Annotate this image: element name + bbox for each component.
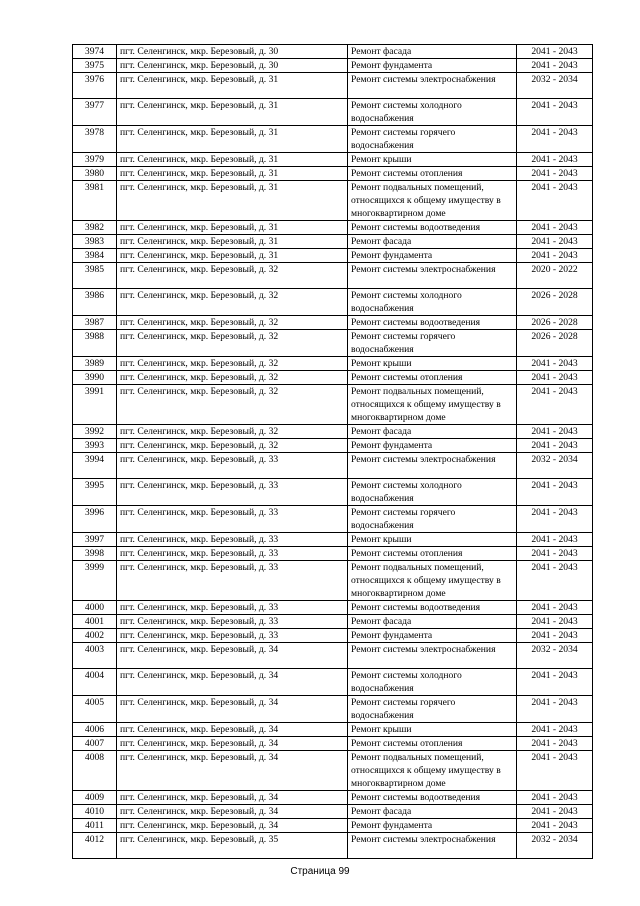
work-type-cell: Ремонт системы отопления — [348, 547, 517, 561]
period-cell: 2026 - 2028 — [517, 316, 593, 330]
table-row — [73, 316, 593, 330]
row-number-cell: 3980 — [73, 167, 117, 181]
row-number-cell: 3987 — [73, 316, 117, 330]
row-number-cell: 3994 — [73, 453, 117, 479]
period-cell: 2020 - 2022 — [517, 263, 593, 289]
table-row — [73, 643, 593, 669]
address-cell: пгт. Селенгинск, мкр. Березовый, д. 30 — [117, 45, 348, 59]
work-type-cell: Ремонт фундамента — [348, 59, 517, 73]
work-type-cell: Ремонт системы горячего водоснабжения — [348, 126, 517, 153]
address-cell: пгт. Селенгинск, мкр. Березовый, д. 31 — [117, 153, 348, 167]
period-cell: 2041 - 2043 — [517, 235, 593, 249]
table-row — [73, 791, 593, 805]
address-cell: пгт. Селенгинск, мкр. Березовый, д. 32 — [117, 330, 348, 357]
row-number-cell: 3983 — [73, 235, 117, 249]
table-row — [73, 181, 593, 221]
table-row — [73, 533, 593, 547]
table-row — [73, 439, 593, 453]
row-number-cell: 3999 — [73, 561, 117, 601]
address-cell: пгт. Селенгинск, мкр. Березовый, д. 33 — [117, 453, 348, 479]
table-row — [73, 263, 593, 289]
work-type-cell: Ремонт крыши — [348, 357, 517, 371]
row-number-cell: 4001 — [73, 615, 117, 629]
row-number-cell: 3982 — [73, 221, 117, 235]
work-type-cell: Ремонт фасада — [348, 425, 517, 439]
work-type-cell: Ремонт подвальных помещений, относящихся к общему имуществу в многоквартирном доме — [348, 385, 517, 425]
work-type-cell: Ремонт системы водоотведения — [348, 316, 517, 330]
work-type-cell: Ремонт системы отопления — [348, 737, 517, 751]
address-cell: пгт. Селенгинск, мкр. Березовый, д. 34 — [117, 723, 348, 737]
address-cell: пгт. Селенгинск, мкр. Березовый, д. 31 — [117, 126, 348, 153]
address-cell: пгт. Селенгинск, мкр. Березовый, д. 32 — [117, 425, 348, 439]
table-row — [73, 737, 593, 751]
work-type-cell: Ремонт фундамента — [348, 439, 517, 453]
work-type-cell: Ремонт системы холодного водоснабжения — [348, 99, 517, 126]
table-row — [73, 819, 593, 833]
row-number-cell: 3989 — [73, 357, 117, 371]
address-cell: пгт. Селенгинск, мкр. Березовый, д. 31 — [117, 235, 348, 249]
period-cell: 2041 - 2043 — [517, 669, 593, 696]
period-cell: 2041 - 2043 — [517, 615, 593, 629]
work-type-cell: Ремонт крыши — [348, 533, 517, 547]
table-row — [73, 45, 593, 59]
row-number-cell: 3977 — [73, 99, 117, 126]
address-cell: пгт. Селенгинск, мкр. Березовый, д. 31 — [117, 249, 348, 263]
row-number-cell: 3997 — [73, 533, 117, 547]
table-row — [73, 235, 593, 249]
table-row — [73, 479, 593, 506]
row-number-cell: 3985 — [73, 263, 117, 289]
table-row — [73, 615, 593, 629]
work-type-cell: Ремонт фасада — [348, 235, 517, 249]
row-number-cell: 4003 — [73, 643, 117, 669]
work-type-cell: Ремонт системы электроснабжения — [348, 833, 517, 859]
table-row — [73, 289, 593, 316]
row-number-cell: 3990 — [73, 371, 117, 385]
work-type-cell: Ремонт системы водоотведения — [348, 601, 517, 615]
period-cell: 2041 - 2043 — [517, 751, 593, 791]
period-cell: 2041 - 2043 — [517, 167, 593, 181]
address-cell: пгт. Селенгинск, мкр. Березовый, д. 33 — [117, 547, 348, 561]
work-type-cell: Ремонт фасада — [348, 615, 517, 629]
address-cell: пгт. Селенгинск, мкр. Березовый, д. 33 — [117, 506, 348, 533]
row-number-cell: 3984 — [73, 249, 117, 263]
row-number-cell: 4007 — [73, 737, 117, 751]
address-cell: пгт. Селенгинск, мкр. Березовый, д. 31 — [117, 167, 348, 181]
table-row — [73, 696, 593, 723]
table-body — [73, 45, 593, 859]
address-cell: пгт. Селенгинск, мкр. Березовый, д. 33 — [117, 615, 348, 629]
row-number-cell: 4011 — [73, 819, 117, 833]
row-number-cell: 4005 — [73, 696, 117, 723]
table-row — [73, 805, 593, 819]
work-type-cell: Ремонт системы электроснабжения — [348, 643, 517, 669]
work-type-cell: Ремонт системы горячего водоснабжения — [348, 506, 517, 533]
period-cell: 2041 - 2043 — [517, 153, 593, 167]
table-row — [73, 506, 593, 533]
period-cell: 2032 - 2034 — [517, 453, 593, 479]
period-cell: 2041 - 2043 — [517, 357, 593, 371]
table-row — [73, 357, 593, 371]
work-type-cell: Ремонт фундамента — [348, 629, 517, 643]
work-type-cell: Ремонт фундамента — [348, 249, 517, 263]
work-type-cell: Ремонт системы отопления — [348, 371, 517, 385]
table-row — [73, 153, 593, 167]
address-cell: пгт. Селенгинск, мкр. Березовый, д. 32 — [117, 357, 348, 371]
period-cell: 2041 - 2043 — [517, 506, 593, 533]
address-cell: пгт. Селенгинск, мкр. Березовый, д. 34 — [117, 696, 348, 723]
address-cell: пгт. Селенгинск, мкр. Березовый, д. 33 — [117, 561, 348, 601]
period-cell: 2041 - 2043 — [517, 533, 593, 547]
row-number-cell: 4000 — [73, 601, 117, 615]
row-number-cell: 4009 — [73, 791, 117, 805]
row-number-cell: 3996 — [73, 506, 117, 533]
address-cell: пгт. Селенгинск, мкр. Березовый, д. 32 — [117, 289, 348, 316]
work-type-cell: Ремонт системы холодного водоснабжения — [348, 669, 517, 696]
period-cell: 2041 - 2043 — [517, 249, 593, 263]
row-number-cell: 4002 — [73, 629, 117, 643]
row-number-cell: 3978 — [73, 126, 117, 153]
work-type-cell: Ремонт системы водоотведения — [348, 221, 517, 235]
period-cell: 2041 - 2043 — [517, 819, 593, 833]
address-cell: пгт. Селенгинск, мкр. Березовый, д. 32 — [117, 263, 348, 289]
table-row — [73, 561, 593, 601]
table-row — [73, 751, 593, 791]
period-cell: 2041 - 2043 — [517, 561, 593, 601]
address-cell: пгт. Селенгинск, мкр. Березовый, д. 33 — [117, 533, 348, 547]
address-cell: пгт. Селенгинск, мкр. Березовый, д. 32 — [117, 316, 348, 330]
address-cell: пгт. Селенгинск, мкр. Березовый, д. 32 — [117, 385, 348, 425]
row-number-cell: 4004 — [73, 669, 117, 696]
period-cell: 2041 - 2043 — [517, 601, 593, 615]
address-cell: пгт. Селенгинск, мкр. Березовый, д. 34 — [117, 751, 348, 791]
period-cell: 2041 - 2043 — [517, 479, 593, 506]
period-cell: 2041 - 2043 — [517, 439, 593, 453]
address-cell: пгт. Селенгинск, мкр. Березовый, д. 33 — [117, 479, 348, 506]
table-row — [73, 330, 593, 357]
period-cell: 2026 - 2028 — [517, 330, 593, 357]
table-row — [73, 629, 593, 643]
address-cell: пгт. Селенгинск, мкр. Березовый, д. 31 — [117, 99, 348, 126]
period-cell: 2041 - 2043 — [517, 805, 593, 819]
row-number-cell: 4012 — [73, 833, 117, 859]
document-sheet — [72, 44, 592, 859]
work-type-cell: Ремонт крыши — [348, 723, 517, 737]
table-row — [73, 669, 593, 696]
work-type-cell: Ремонт системы электроснабжения — [348, 263, 517, 289]
address-cell: пгт. Селенгинск, мкр. Березовый, д. 34 — [117, 819, 348, 833]
row-number-cell: 3998 — [73, 547, 117, 561]
work-type-cell: Ремонт крыши — [348, 153, 517, 167]
table-row — [73, 601, 593, 615]
work-type-cell: Ремонт системы отопления — [348, 167, 517, 181]
address-cell: пгт. Селенгинск, мкр. Березовый, д. 34 — [117, 737, 348, 751]
work-type-cell: Ремонт подвальных помещений, относящихся к общему имуществу в многоквартирном доме — [348, 751, 517, 791]
table-row — [73, 371, 593, 385]
work-type-cell: Ремонт системы электроснабжения — [348, 73, 517, 99]
row-number-cell: 3976 — [73, 73, 117, 99]
table-row — [73, 723, 593, 737]
row-number-cell: 4006 — [73, 723, 117, 737]
row-number-cell: 3992 — [73, 425, 117, 439]
work-type-cell: Ремонт системы горячего водоснабжения — [348, 696, 517, 723]
table-row — [73, 126, 593, 153]
row-number-cell: 3974 — [73, 45, 117, 59]
row-number-cell: 4008 — [73, 751, 117, 791]
address-cell: пгт. Селенгинск, мкр. Березовый, д. 34 — [117, 791, 348, 805]
work-type-cell: Ремонт системы горячего водоснабжения — [348, 330, 517, 357]
period-cell: 2041 - 2043 — [517, 629, 593, 643]
work-type-cell: Ремонт фасада — [348, 45, 517, 59]
table-row — [73, 59, 593, 73]
table-row — [73, 425, 593, 439]
period-cell: 2032 - 2034 — [517, 643, 593, 669]
address-cell: пгт. Селенгинск, мкр. Березовый, д. 33 — [117, 601, 348, 615]
period-cell: 2041 - 2043 — [517, 221, 593, 235]
address-cell: пгт. Селенгинск, мкр. Березовый, д. 30 — [117, 59, 348, 73]
period-cell: 2041 - 2043 — [517, 371, 593, 385]
work-type-cell: Ремонт системы холодного водоснабжения — [348, 289, 517, 316]
address-cell: пгт. Селенгинск, мкр. Березовый, д. 31 — [117, 181, 348, 221]
page-number: Страница 99 — [290, 866, 350, 877]
period-cell: 2041 - 2043 — [517, 696, 593, 723]
row-number-cell: 3986 — [73, 289, 117, 316]
table-row — [73, 385, 593, 425]
table-row — [73, 547, 593, 561]
period-cell: 2041 - 2043 — [517, 547, 593, 561]
period-cell: 2041 - 2043 — [517, 737, 593, 751]
table-row — [73, 221, 593, 235]
period-cell: 2041 - 2043 — [517, 385, 593, 425]
table-row — [73, 73, 593, 99]
period-cell: 2041 - 2043 — [517, 45, 593, 59]
row-number-cell: 4010 — [73, 805, 117, 819]
address-cell: пгт. Селенгинск, мкр. Березовый, д. 34 — [117, 669, 348, 696]
period-cell: 2041 - 2043 — [517, 791, 593, 805]
period-cell: 2026 - 2028 — [517, 289, 593, 316]
repair-schedule-table — [72, 44, 593, 859]
row-number-cell: 3993 — [73, 439, 117, 453]
row-number-cell: 3988 — [73, 330, 117, 357]
period-cell: 2041 - 2043 — [517, 59, 593, 73]
address-cell: пгт. Селенгинск, мкр. Березовый, д. 32 — [117, 371, 348, 385]
address-cell: пгт. Селенгинск, мкр. Березовый, д. 33 — [117, 629, 348, 643]
table-row — [73, 453, 593, 479]
table-row — [73, 249, 593, 263]
address-cell: пгт. Селенгинск, мкр. Березовый, д. 32 — [117, 439, 348, 453]
period-cell: 2041 - 2043 — [517, 425, 593, 439]
work-type-cell: Ремонт системы водоотведения — [348, 791, 517, 805]
period-cell: 2032 - 2034 — [517, 73, 593, 99]
table-row — [73, 167, 593, 181]
row-number-cell: 3991 — [73, 385, 117, 425]
work-type-cell: Ремонт подвальных помещений, относящихся к общему имуществу в многоквартирном доме — [348, 561, 517, 601]
work-type-cell: Ремонт системы холодного водоснабжения — [348, 479, 517, 506]
address-cell: пгт. Селенгинск, мкр. Березовый, д. 35 — [117, 833, 348, 859]
row-number-cell: 3979 — [73, 153, 117, 167]
row-number-cell: 3981 — [73, 181, 117, 221]
row-number-cell: 3995 — [73, 479, 117, 506]
address-cell: пгт. Селенгинск, мкр. Березовый, д. 31 — [117, 221, 348, 235]
address-cell: пгт. Селенгинск, мкр. Березовый, д. 34 — [117, 805, 348, 819]
period-cell: 2041 - 2043 — [517, 181, 593, 221]
work-type-cell: Ремонт подвальных помещений, относящихся к общему имуществу в многоквартирном доме — [348, 181, 517, 221]
period-cell: 2041 - 2043 — [517, 723, 593, 737]
period-cell: 2032 - 2034 — [517, 833, 593, 859]
address-cell: пгт. Селенгинск, мкр. Березовый, д. 34 — [117, 643, 348, 669]
period-cell: 2041 - 2043 — [517, 126, 593, 153]
work-type-cell: Ремонт системы электроснабжения — [348, 453, 517, 479]
address-cell: пгт. Селенгинск, мкр. Березовый, д. 31 — [117, 73, 348, 99]
row-number-cell: 3975 — [73, 59, 117, 73]
period-cell: 2041 - 2043 — [517, 99, 593, 126]
table-row — [73, 833, 593, 859]
work-type-cell: Ремонт фасада — [348, 805, 517, 819]
work-type-cell: Ремонт фундамента — [348, 819, 517, 833]
table-row — [73, 99, 593, 126]
